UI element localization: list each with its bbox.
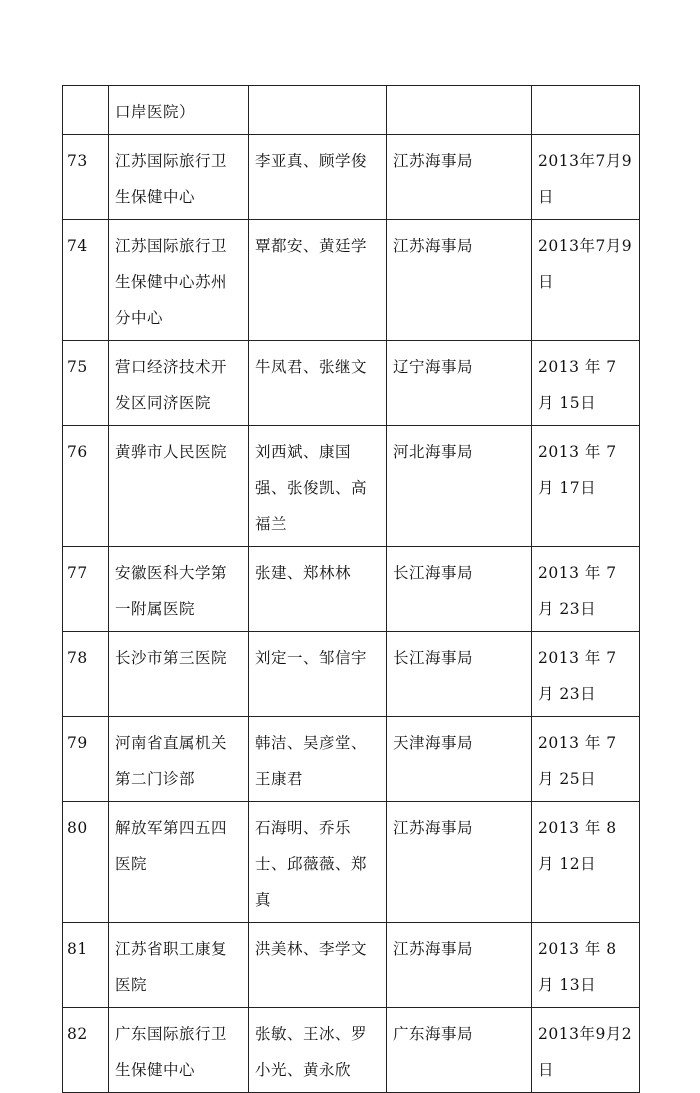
institution-name: 解放军第四五四医院 (109, 802, 249, 923)
table-row (63, 220, 640, 341)
personnel-names: 韩洁、吴彦堂、王康君 (249, 717, 387, 802)
row-number: 76 (63, 426, 109, 547)
institution-name: 广东国际旅行卫生保健中心 (109, 1008, 249, 1093)
institution-name: 江苏国际旅行卫生保健中心苏州分中心 (109, 220, 249, 341)
maritime-authority: 天津海事局 (387, 717, 532, 802)
maritime-authority: 江苏海事局 (387, 923, 532, 1008)
row-number: 78 (63, 632, 109, 717)
approval-date: 2013年9月2日 (532, 1008, 640, 1093)
hospital-registry-table (62, 85, 640, 1093)
maritime-authority: 辽宁海事局 (387, 341, 532, 426)
table-row (63, 547, 640, 632)
maritime-authority: 广东海事局 (387, 1008, 532, 1093)
personnel-names: 洪美林、李学文 (249, 923, 387, 1008)
maritime-authority: 江苏海事局 (387, 135, 532, 220)
institution-name: 安徽医科大学第一附属医院 (109, 547, 249, 632)
approval-date (532, 86, 640, 135)
maritime-authority: 江苏海事局 (387, 220, 532, 341)
maritime-authority (387, 86, 532, 135)
approval-date: 2013 年 7 月 25日 (532, 717, 640, 802)
row-number: 80 (63, 802, 109, 923)
approval-date: 2013 年 7 月 17日 (532, 426, 640, 547)
approval-date: 2013 年 8 月 13日 (532, 923, 640, 1008)
row-number: 73 (63, 135, 109, 220)
approval-date: 2013年7月9日 (532, 135, 640, 220)
row-number: 82 (63, 1008, 109, 1093)
row-number: 74 (63, 220, 109, 341)
personnel-names: 李亚真、顾学俊 (249, 135, 387, 220)
row-number (63, 86, 109, 135)
institution-name: 江苏国际旅行卫生保健中心 (109, 135, 249, 220)
approval-date: 2013 年 7 月 23日 (532, 547, 640, 632)
row-number: 79 (63, 717, 109, 802)
institution-name: 河南省直属机关第二门诊部 (109, 717, 249, 802)
approval-date: 2013年7月9日 (532, 220, 640, 341)
personnel-names: 刘西斌、康国强、张俊凯、高福兰 (249, 426, 387, 547)
row-number: 81 (63, 923, 109, 1008)
table-row (63, 86, 640, 135)
table-row (63, 341, 640, 426)
table-row (63, 1008, 640, 1093)
institution-name: 长沙市第三医院 (109, 632, 249, 717)
personnel-names: 覃都安、黄廷学 (249, 220, 387, 341)
approval-date: 2013 年 7 月 15日 (532, 341, 640, 426)
institution-name: 黄骅市人民医院 (109, 426, 249, 547)
row-number: 77 (63, 547, 109, 632)
table-row (63, 426, 640, 547)
personnel-names: 牛凤君、张继文 (249, 341, 387, 426)
table-row (63, 717, 640, 802)
maritime-authority: 河北海事局 (387, 426, 532, 547)
personnel-names: 张敏、王冰、罗小光、黄永欣 (249, 1008, 387, 1093)
institution-name: 江苏省职工康复医院 (109, 923, 249, 1008)
personnel-names: 张建、郑林林 (249, 547, 387, 632)
row-number: 75 (63, 341, 109, 426)
maritime-authority: 长江海事局 (387, 547, 532, 632)
approval-date: 2013 年 7 月 23日 (532, 632, 640, 717)
personnel-names (249, 86, 387, 135)
personnel-names: 石海明、乔乐士、邱薇薇、郑真 (249, 802, 387, 923)
maritime-authority: 江苏海事局 (387, 802, 532, 923)
institution-name: 口岸医院） (109, 86, 249, 135)
table-row (63, 135, 640, 220)
institution-name: 营口经济技术开发区同济医院 (109, 341, 249, 426)
table-row (63, 802, 640, 923)
table-row (63, 923, 640, 1008)
approval-date: 2013 年 8 月 12日 (532, 802, 640, 923)
maritime-authority: 长江海事局 (387, 632, 532, 717)
personnel-names: 刘定一、邹信宇 (249, 632, 387, 717)
table-row (63, 632, 640, 717)
